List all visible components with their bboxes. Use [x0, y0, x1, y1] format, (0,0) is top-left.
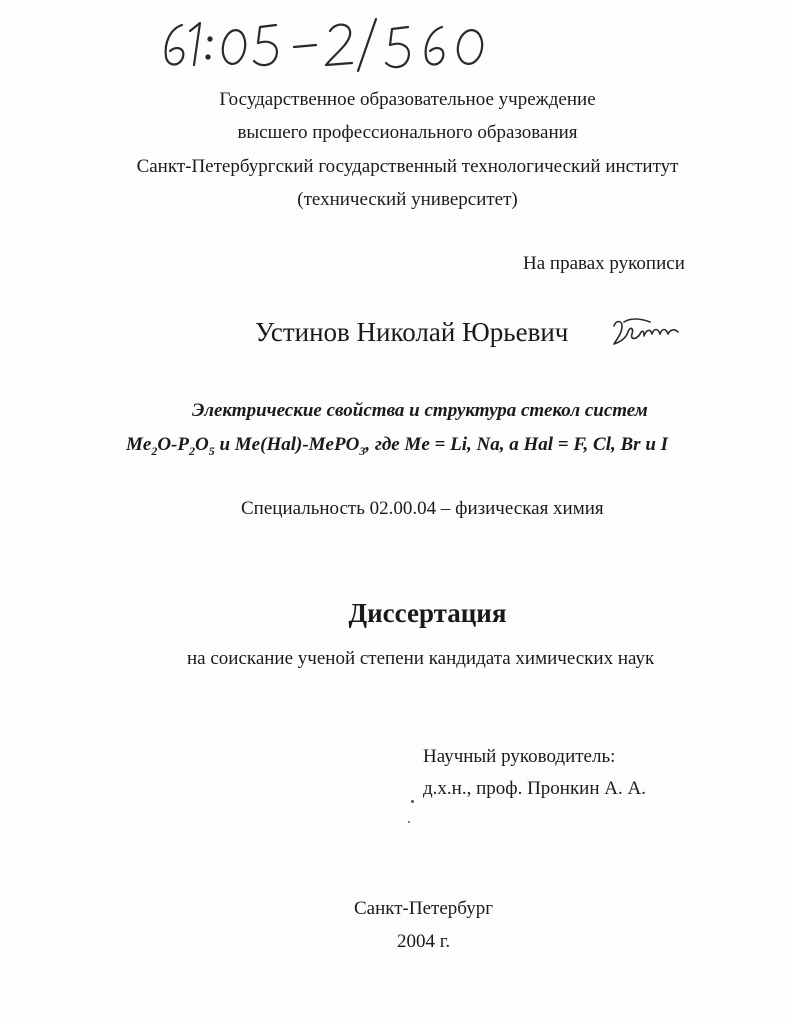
document-type-heading: Диссертация [348, 598, 507, 628]
author-name: Устинов Николай Юрьевич [255, 317, 569, 347]
supervisor-label: Научный руководитель: [423, 746, 616, 767]
institution-line-3: Санкт-Петербургский государственный технологический институт [136, 156, 679, 177]
scan-speck [408, 821, 410, 823]
city: Санкт-Петербург [354, 898, 494, 919]
year: 2004 г. [397, 931, 451, 952]
degree-line: на соискание ученой степени кандидата химических наук [187, 648, 655, 669]
institution-line-1: Государственное образовательное учреждение [219, 89, 596, 110]
thesis-title-line-1: Электрические свойства и структура стекол систем [192, 400, 648, 421]
institution-line-4: (технический университет) [297, 189, 518, 210]
supervisor-name: д.х.н., проф. Пронкин А. А. [423, 778, 646, 799]
specialty: Специальность 02.00.04 – физическая химия [241, 498, 604, 519]
scan-speck [411, 800, 414, 803]
handwritten-library-code [158, 15, 503, 75]
thesis-title-line-2: $Me_2O-P_2O_5$ и Me(Hal)-MePO$_3$, где Me = Li, Na, а Hal = F, Cl, Br и I [126, 434, 669, 458]
manuscript-note: На правах рукописи [523, 253, 685, 274]
institution-line-2: высшего профессионального образования [237, 122, 578, 143]
author-signature [610, 316, 682, 350]
